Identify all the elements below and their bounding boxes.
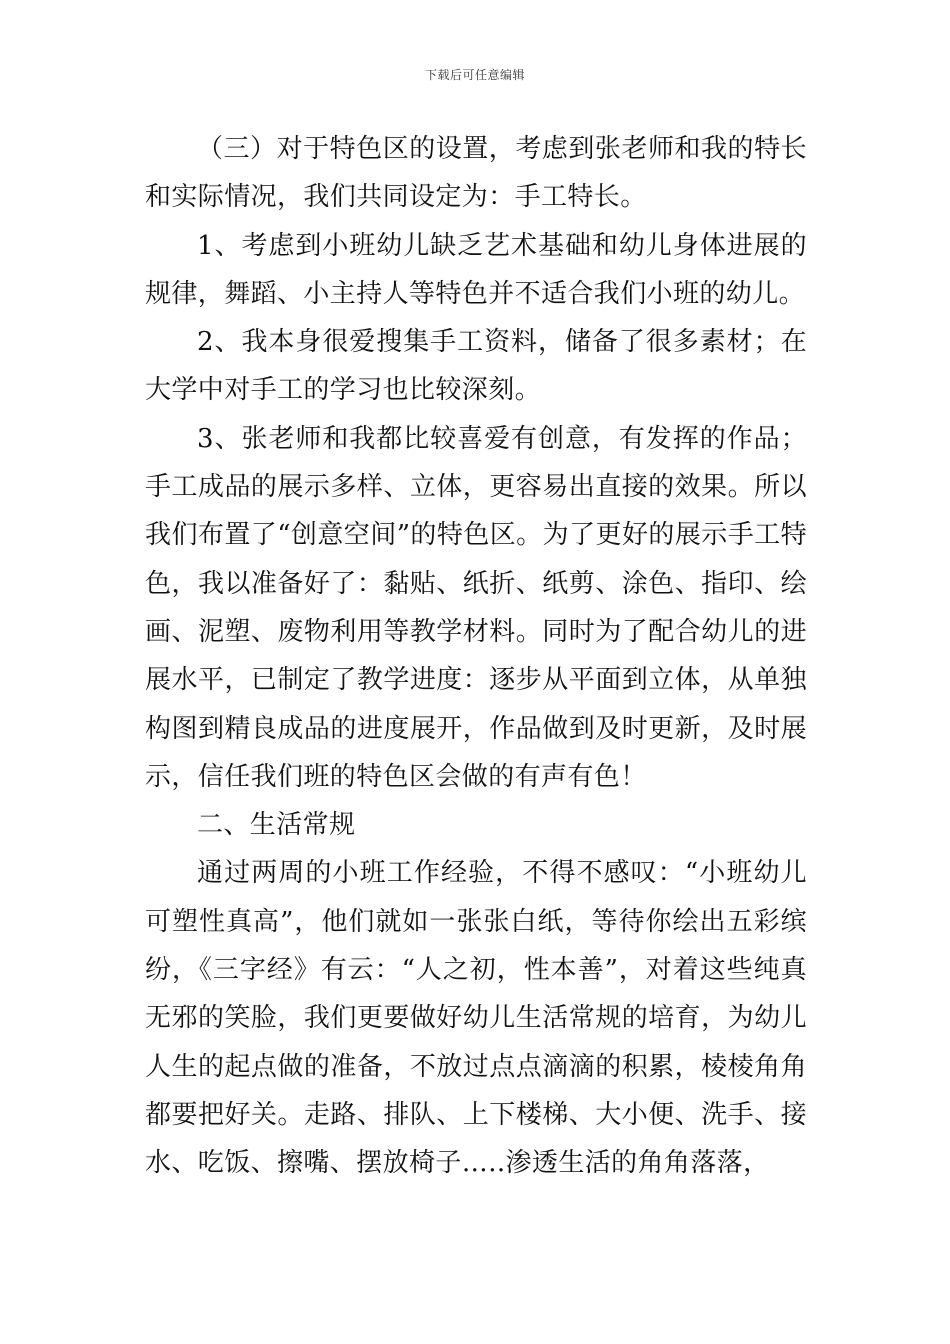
header-note: 下载后可任意编辑 [424, 68, 525, 82]
document-body [145, 125, 807, 1188]
paragraph-reason-1: 1、考虑到小班幼儿缺乏艺术基础和幼儿身体进展的规律，舞蹈、小主持人等特色并不适合我们小班的幼儿。 [145, 230, 807, 309]
paragraph-daily-routine: 通过两周的小班工作经验，不得不感叹：“小班幼儿可塑性真高”，他们就如一张张白纸，等待你绘出五彩缤纷，《三字经》有云：“人之初，性本善”，对着这些纯真无邪的笑脸，我们更要做好幼儿生活常规的培育，为幼儿人生的起点做的准备，不放过点点滴滴的积累，棱棱角角都要把好关。走路、排队、上下楼梯、大小便、洗手、接水、吃饭、擦嘴、摆放椅子…..渗透生活的角角落落， [145, 858, 807, 1179]
paragraph-reason-2: 2、我本身很爱搜集手工资料，储备了很多素材；在大学中对手工的学习也比较深刻。 [145, 327, 807, 406]
section-heading-daily-routine: 二、生活常规 [197, 810, 356, 841]
paragraph-reason-3: 3、张老师和我都比较喜爱有创意，有发挥的作品；手工成品的展示多样、立体，更容易出直接的效果。所以我们布置了“创意空间”的特色区。为了更好的展示手工特色，我以准备好了：黏贴、纸折、纸剪、涂色、指印、绘画、泥塑、废物利用等教学材料。同时为了配合幼儿的进展水平，已制定了教学进度：逐步从平面到立体，从单独构图到精良成品的进度展开，作品做到及时更新，及时展示，信任我们班的特色区会做的有声有色！ [145, 423, 807, 792]
paragraph-special-area-intro: （三）对于特色区的设置，考虑到张老师和我的特长和实际情况，我们共同设定为：手工特长。 [145, 134, 807, 213]
